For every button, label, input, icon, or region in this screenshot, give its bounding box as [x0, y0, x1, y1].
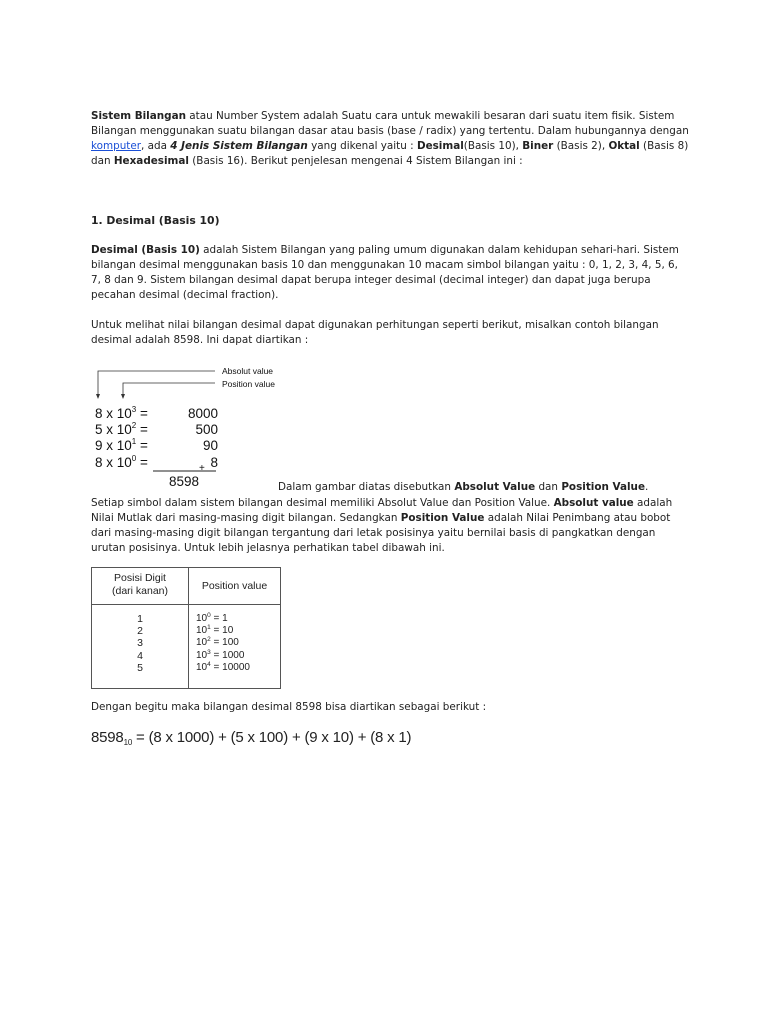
intro-text-3: yang dikenal yaitu :: [307, 140, 417, 152]
intro-paragraph: [91, 109, 691, 169]
caption-absolut-value: Absolut Value: [454, 481, 536, 493]
intro-text-4: (Basis 10),: [463, 140, 523, 152]
caption-text-1: Dalam gambar diatas disebutkan: [278, 481, 455, 493]
absolut-arrow-icon: [96, 394, 100, 399]
formula-number: 8598: [91, 729, 124, 746]
caption-position-value: Position Value: [561, 481, 645, 493]
table-header-posisi: [92, 572, 188, 598]
figure-row-2-lhs: 5 x $10^2$ =: [95, 421, 148, 437]
table-cell-value: $10^2 = 100$: [196, 636, 239, 649]
explanation-paragraph: [91, 496, 691, 556]
definition-text: adalah Sistem Bilangan yang paling umum digunakan dalam kehidupan sehari-hari. Sistem bilangan desimal menggunakan basis 10 dan menggunakan 10 macam simbol bilangan yaitu : 0, 1, 2, 3, 4, 5, 6, 7, 8 dan 9. Sistem bilangan desimal dapat berupa integer desimal (decimal integer) dan dapat juga berupa pecahan desimal (decimal fraction).: [91, 244, 679, 301]
figure-row-4-rhs: 8: [210, 455, 218, 470]
position-value-table: [91, 567, 281, 689]
position-arrow-icon: [121, 394, 125, 399]
position-bracket-line: [123, 383, 215, 397]
expansion-formula: [91, 730, 411, 745]
figure-row-1-rhs: 8000: [187, 406, 218, 421]
figure-caption: [278, 480, 648, 495]
term-biner: Biner: [522, 140, 554, 152]
caption-text-3: .: [645, 481, 649, 493]
table-cell-value: $10^1 = 10$: [196, 624, 234, 637]
position-value-label: Position value: [222, 379, 275, 389]
figure-row-3-lhs: 9 x $10^1$ =: [95, 437, 148, 453]
explanation-text-1: Setiap simbol dalam sistem bilangan desimal memiliki Absolut Value dan Position Value.: [91, 497, 554, 509]
table-col-position-value: [196, 613, 250, 674]
table-cell-pos: 4: [137, 649, 143, 662]
explanation-text-2: adalah Nilai Mutlak dari masing-masing digit bilangan. Sedangkan: [91, 497, 673, 524]
term-position-value: Position Value: [400, 512, 485, 524]
formula-base: 10: [123, 738, 133, 747]
formula-expansion: = (8 x 1000) + (5 x 100) + (9 x 10) + (8 x 1): [132, 729, 412, 746]
intro-text-5: (Basis 2),: [553, 140, 609, 152]
table-header-row: [92, 568, 280, 605]
term-hexadesimal: Hexadesimal: [113, 155, 189, 167]
term-desimal-basis-10: Desimal (Basis 10): [91, 244, 200, 256]
definition-paragraph: [91, 243, 691, 303]
absolut-bracket-line: [98, 371, 215, 397]
intro-text-1: atau Number System adalah Suatu cara untuk mewakili besaran dari suatu item fisik. Sistem Bilangan menggunakan suatu bilangan dasar atau basis (base / radix) yang tertentu. Dalam hubungannya dengan: [91, 110, 689, 137]
conclusion-paragraph: Dengan begitu maka bilangan desimal 8598 bisa diartikan sebagai berikut :: [91, 701, 487, 713]
figure-total: 8598: [168, 474, 199, 489]
table-cell-pos: 1: [137, 613, 143, 625]
figure-row-3-rhs: 90: [202, 438, 218, 453]
table-cell-value: $10^0 = 1$: [196, 612, 228, 624]
absolut-value-label: Absolut value: [222, 366, 274, 376]
table-col-posisi: [92, 613, 188, 674]
table-header-posisi-line2: (dari kanan): [111, 585, 169, 597]
komputer-link[interactable]: komputer: [91, 140, 142, 152]
table-cell-pos: 3: [137, 637, 143, 650]
table-cell-value: $10^3 = 1000$: [196, 648, 245, 661]
table-header-posisi-line1: Posisi Digit: [114, 572, 166, 584]
table-divider: [188, 568, 189, 688]
table-cell-value: $10^4 = 10000$: [196, 660, 250, 673]
intro-text-2: , ada: [141, 140, 171, 152]
figure-row-1-lhs: 8 x $10^3$ =: [95, 405, 148, 421]
term-4-jenis: 4 Jenis Sistem Bilangan: [170, 140, 308, 152]
intro-text-7: (Basis 16). Berikut penjelesan mengenai 4 Sistem Bilangan ini :: [188, 155, 523, 167]
table-header-position-value: Position value: [201, 580, 268, 592]
term-sistem-bilangan: Sistem Bilangan: [91, 110, 186, 122]
table-cell-pos: 5: [137, 661, 143, 674]
positional-value-figure: [91, 363, 291, 490]
term-desimal: Desimal: [416, 140, 464, 152]
example-paragraph: Untuk melihat nilai bilangan desimal dapat digunakan perhitungan seperti berikut, misalkan contoh bilangan desimal adalah 8598. Ini dapat diartikan :: [91, 319, 659, 346]
term-absolut-value: Absolut value: [553, 497, 634, 509]
term-oktal: Oktal: [608, 140, 640, 152]
figure-drawing: [91, 363, 291, 490]
caption-text-2: dan: [535, 481, 562, 493]
figure-row-2-rhs: 500: [195, 422, 218, 437]
figure-plus-sign: +: [199, 463, 205, 474]
intro-text-6: (Basis 8) dan: [91, 140, 689, 167]
explanation-text-3: adalah Nilai Penimbang atau bobot dari masing-masing digit bilangan tergantung dari letak posisinya yaitu bernilai basis di pangkatkan dengan urutan posisinya. Untuk lebih jelasnya perhatikan tabel dibawah ini.: [91, 512, 671, 554]
section-heading-desimal: 1. Desimal (Basis 10): [91, 214, 220, 227]
table-cell-pos: 2: [137, 625, 143, 638]
figure-row-4-lhs: 8 x $10^0$ =: [95, 454, 148, 470]
